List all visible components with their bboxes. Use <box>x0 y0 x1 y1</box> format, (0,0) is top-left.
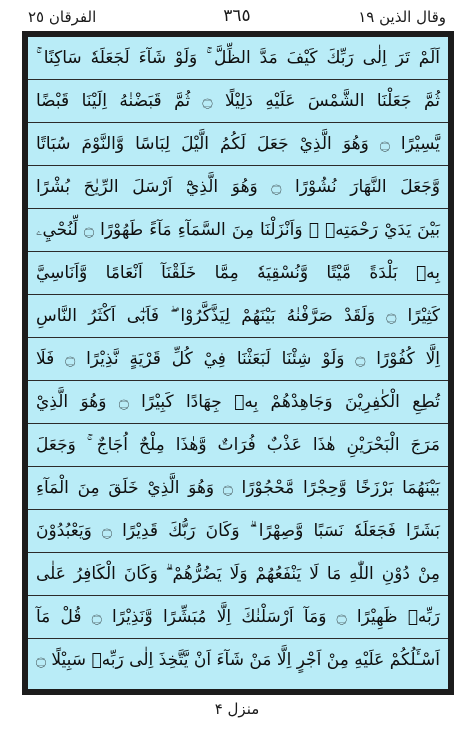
page-header <box>22 4 452 30</box>
text-line: يَّسِيْرًا ۝ وَهُوَ الَّذِيْ جَعَلَ لَكُمُ الَّيْلَ لِبَاسًا وَّالنَّوْمَ سُبَاتًا <box>28 123 448 166</box>
text-line: وَّجَعَلَ النَّهَارَ نُشُوْرًا ۝ وَهُوَ الَّذِيْٓ اَرْسَلَ الرِّيٰحَ بُشْرًا <box>28 166 448 209</box>
juz-name: وقال الذين ١٩ <box>358 8 446 26</box>
text-line: كَثِيْرًا ۝ وَلَقَدْ صَرَّفْنٰهُ بَيْنَهُمْ لِيَذَّكَّرُوْا ۖ فَاَبٰٓى اَكْثَرُ النَّاسِ <box>28 295 448 338</box>
text-line: بِهٖ بَلْدَةً مَّيْتًا وَّنُسْقِيَهٗ مِمَّا خَلَقْنَآ اَنْعَامًا وَّاَنَاسِيَّ <box>28 252 448 295</box>
text-panel <box>27 36 449 690</box>
text-line: اَلَمْ تَرَ اِلٰى رَبِّكَ كَيْفَ مَدَّ الظِّلَّ ۚ وَلَوْ شَآءَ لَجَعَلَهٗ سَاكِنًا ۚ <box>28 37 448 80</box>
text-line: مَرَجَ الْبَحْرَيْنِ هٰذَا عَذْبٌ فُرَاتٌ وَّهٰذَا مِلْحٌ اُجَاجٌ ۚ وَجَعَلَ <box>28 424 448 467</box>
text-frame <box>22 31 454 695</box>
text-line: اِلَّا كُفُوْرًا ۝ وَلَوْ شِئْنَا لَبَعَثْنَا فِيْ كُلِّ قَرْيَةٍ نَّذِيْرًا ۝ فَلَا <box>28 338 448 381</box>
text-line: رَبِّهٖ ظَهِيْرًا ۝ وَمَآ اَرْسَلْنٰكَ اِلَّا مُبَشِّرًا وَّنَذِيْرًا ۝ قُلْ مَآ <box>28 596 448 639</box>
text-line: بَيْنَ يَدَيْ رَحْمَتِهٖ ۚ وَاَنْزَلْنَا مِنَ السَّمَآءِ مَآءً طَهُوْرًا ۝ لِّنُحْيِۦ <box>28 209 448 252</box>
text-line: بَيْنَهُمَا بَرْزَخًا وَّحِجْرًا مَّحْجُوْرًا ۝ وَهُوَ الَّذِيْ خَلَقَ مِنَ الْمَآءِ <box>28 467 448 510</box>
text-line: اَسْـَٔلُكُمْ عَلَيْهِ مِنْ اَجْرٍ اِلَّا مَنْ شَآءَ اَنْ يَّتَّخِذَ اِلٰى رَبِّهٖ سَبِيْلًا ۝ <box>36 650 440 670</box>
text-line: بَشَرًا فَجَعَلَهٗ نَسَبًا وَّصِهْرًا ۗ وَكَانَ رَبُّكَ قَدِيْرًا ۝ وَيَعْبُدُوْنَ <box>28 510 448 553</box>
manzil-marker: منزل ۴ <box>214 700 260 718</box>
text-line: تُطِعِ الْكٰفِرِيْنَ وَجَاهِدْهُمْ بِهٖ جِهَادًا كَبِيْرًا ۝ وَهُوَ الَّذِيْ <box>28 381 448 424</box>
surah-name: الفرقان ٢٥ <box>28 8 97 26</box>
text-line: ثُمَّ جَعَلْنَا الشَّمْسَ عَلَيْهِ دَلِيْلًا ۝ ثُمَّ قَبَضْنٰهُ اِلَيْنَا قَبْضًا <box>28 80 448 123</box>
text-line: مِنْ دُوْنِ اللّٰهِ مَا لَا يَنْفَعُهُمْ وَلَا يَضُرُّهُمْ ۗ وَكَانَ الْكَافِرُ عَلٰى <box>28 553 448 596</box>
page-number: ٣٦٥ <box>223 6 251 26</box>
